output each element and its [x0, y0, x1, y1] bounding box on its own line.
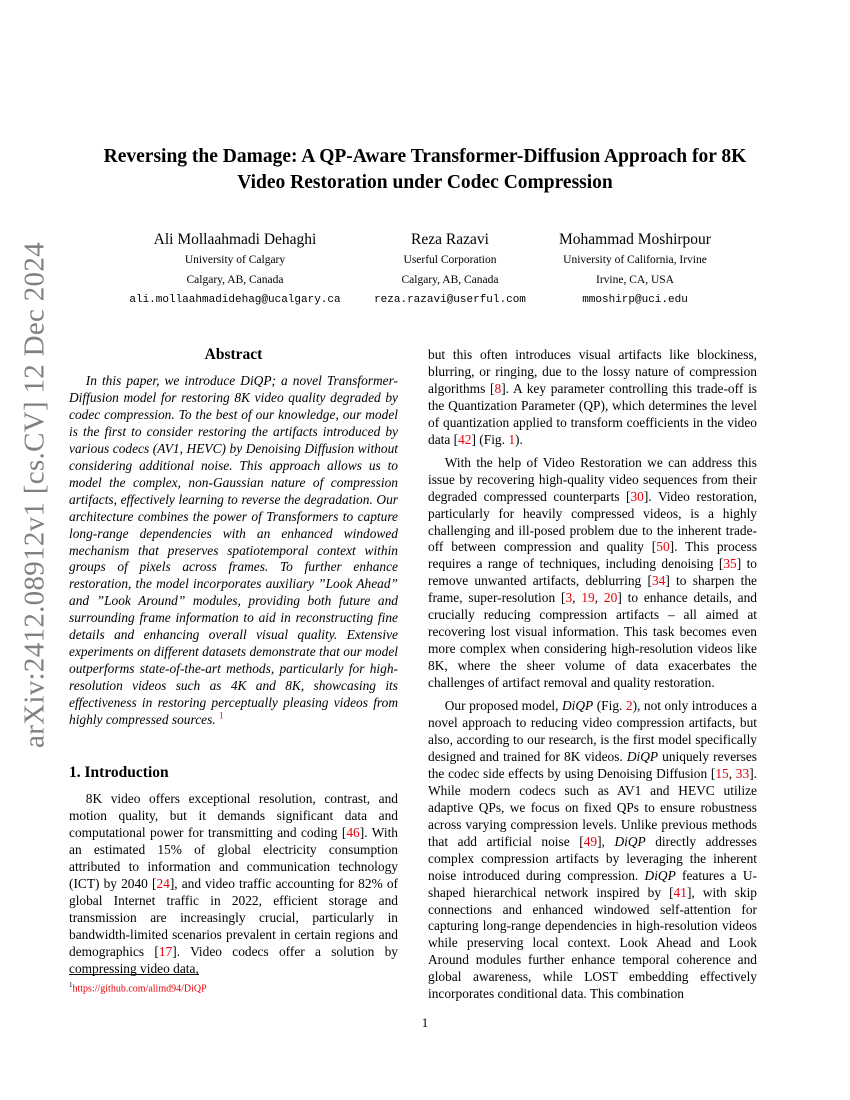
author-affiliation: University of California, Irvine	[563, 254, 707, 266]
citation-link[interactable]: 19	[581, 590, 595, 606]
author-location: Irvine, CA, USA	[596, 274, 674, 286]
title-line-1: Reversing the Damage: A QP-Aware Transformer-Diffusion Approach for 8K	[103, 146, 747, 167]
abstract-text	[69, 373, 398, 729]
footnote	[69, 974, 398, 995]
author-location: Calgary, AB, Canada	[186, 274, 284, 286]
author-block-3	[535, 230, 735, 310]
citation-link[interactable]: 42	[458, 431, 472, 447]
text-run: ], with skip connections and enhanced windowed self-attention for capturing long-range dependencies in high-resolution videos while preserving local context. Look Ahead and Look Around modules further enhance temporal coherence and global awareness, while LOST embedding effectively incorporates conditional data. This combination	[428, 884, 757, 1002]
footnote-rule	[69, 974, 199, 975]
text-run: ] to enhance details, and crucially reducing compression artifacts – all aimed at recovering lost visual information. This task becomes even more complex when considering high-resolution videos like 8K, where the sheer volume of data exacerbates the challenges of artifact removal and quality restoration.	[428, 590, 758, 691]
text-run: features a U-shaped hierarchical network inspired by [	[428, 867, 757, 900]
text-run: ,	[572, 590, 582, 606]
abstract-heading: Abstract	[204, 346, 263, 363]
text-run: 8K video offers exceptional resolution, contrast, and motion quality, but it demands significant data and computational power for transmitting and coding [	[69, 791, 398, 840]
text-run: ], and video traffic accounting for 82% of global Internet traffic in 2022, efficient storage and transmission are increasingly crucial, particularly in bandwidth-limited scenarios prevalent in certain regions and demographics [	[69, 875, 398, 959]
figure-link[interactable]: 2	[625, 698, 633, 714]
restoration-paragraph	[428, 455, 757, 692]
text-run: ] (Fig.	[471, 431, 509, 447]
right-column	[428, 347, 757, 1003]
text-run: (Fig.	[593, 698, 626, 714]
citation-link[interactable]: 17	[158, 943, 173, 959]
left-column	[69, 346, 398, 978]
citation-link[interactable]: 46	[346, 824, 360, 840]
text-run: uniquely reverses the codec side effects by using Denoising Diffusion [	[428, 748, 757, 781]
text-run: ).	[515, 431, 523, 447]
citation-link[interactable]: 15	[715, 765, 729, 781]
author-affiliation: Userful Corporation	[403, 254, 497, 266]
author-email[interactable]: ali.mollaahmadidehag@ucalgary.ca	[129, 294, 341, 306]
citation-link[interactable]: 24	[156, 875, 170, 891]
text-run: ],	[597, 833, 615, 849]
footnote-link[interactable]: https://github.com/alimd94/DiQP	[72, 983, 207, 995]
intro-paragraph	[69, 791, 398, 977]
text-run: ] to remove unwanted artifacts, deblurring [	[428, 556, 757, 589]
text-run: ]. Video codecs offer a solution by compressing video data,	[69, 943, 399, 976]
citation-link[interactable]: 3	[565, 590, 573, 606]
title-line-2: Video Restoration under Codec Compression	[237, 172, 613, 193]
citation-link[interactable]: 33	[735, 765, 750, 781]
text-run: Our proposed model,	[444, 698, 562, 714]
author-email[interactable]: reza.razavi@userful.com	[374, 294, 526, 306]
citation-link[interactable]: 20	[603, 590, 618, 606]
proposed-model-paragraph	[428, 698, 757, 1003]
author-affiliation: University of Calgary	[184, 254, 286, 266]
author-name: Mohammad Moshirpour	[559, 231, 711, 248]
arxiv-identifier: arXiv:2412.08912v1 [cs.CV] 12 Dec 2024	[18, 242, 51, 748]
author-block-1	[100, 230, 370, 310]
text-run: ]. Video restoration, particularly for heavily compressed videos, is a highly challenging and ill-posed problem due to the inherent trade-off between compression and quality [	[428, 488, 758, 555]
text-run: ), not only introduces a novel approach to reducing video compression artifacts, but also, according to our research, is the first model specifically designed and trained for 8K videos.	[428, 698, 757, 764]
page-number: 1	[421, 1015, 429, 1030]
citation-link[interactable]: 8	[494, 380, 502, 396]
author-location: Calgary, AB, Canada	[401, 274, 499, 286]
citation-link[interactable]: 41	[673, 884, 687, 900]
text-run: With the help of Video Restoration we can address this issue by recovering high-quality video sequences from their degraded compressed counterparts [	[428, 454, 757, 504]
figure-link[interactable]: 1	[508, 431, 516, 447]
continued-paragraph	[428, 347, 757, 449]
text-run: ] to sharpen the frame, super-resolution [	[428, 573, 757, 606]
text-run: ]. This process requires a range of techniques, including denoising [	[428, 539, 758, 572]
model-name: DiQP	[644, 867, 676, 883]
text-run: ,	[594, 590, 604, 606]
text-run: ]. With an estimated 15% of global electricity consumption attributed to information and communication technology (ICT) by 2040 [	[69, 824, 398, 891]
model-name: DiQP	[626, 748, 659, 764]
citation-link[interactable]: 49	[583, 833, 598, 849]
section-heading-introduction: 1. Introduction	[69, 764, 169, 782]
author-email[interactable]: mmoshirp@uci.edu	[582, 294, 688, 306]
model-name: DiQP	[614, 833, 646, 849]
abstract-body: In this paper, we introduce DiQP; a novel Transformer-Diffusion model for restoring 8K video quality degraded by codec compression. To the best of our knowledge, our model is the first to consider restoring the artifacts introduced by various codecs (AV1, HEVC) by Denoising Diffusion without considering additional noise. This approach allows us to model the complex, non-Gaussian nature of compression artifacts, effectively learning to reverse the degradation. Our architecture combines the power of Transformers to capture long-range dependencies with an enhanced windowed mechanism that preserves spatiotemporal context within groups of pixels across frames. To further enhance restoration, the model incorporates auxiliary ”Look Ahead” and ”Look Around” modules, providing both future and surrounding frame information to aid in reconstructing fine details and enhancing overall visual quality. Extensive experiments on different datasets demonstrate that our model outperforms state-of-the-art methods, particularly for high-resolution videos such as 4K and 8K, showcasing its effectiveness in restoring perceptually pleasing videos from highly compressed sources.	[69, 373, 398, 728]
citation-link[interactable]: 34	[651, 573, 666, 589]
author-block-2	[360, 230, 540, 310]
footnote-marker[interactable]: 1	[219, 710, 224, 721]
text-run: directly addresses complex compression artifacts by leveraging the inherent noise introduced during compression.	[428, 833, 757, 883]
model-name: DiQP	[561, 698, 594, 714]
author-name: Reza Razavi	[411, 231, 489, 248]
citation-link[interactable]: 35	[723, 556, 737, 572]
paper-title	[60, 144, 790, 196]
text-run: ]. A key parameter controlling this trade-off is the Quantization Parameter (QP), which determines the level of quantization applied to transform coefficients in the video data [	[428, 380, 757, 447]
author-name: Ali Mollaahmadi Dehaghi	[153, 231, 317, 248]
footnote-number: 1	[69, 981, 73, 989]
text-run: ,	[728, 765, 736, 781]
citation-link[interactable]: 30	[630, 488, 644, 504]
citation-link[interactable]: 50	[656, 539, 670, 555]
text-run: but this often introduces visual artifacts like blockiness, blurring, or ringing, due to the lossy nature of compression algorithms [	[428, 347, 757, 396]
text-run: ]. While modern codecs such as AV1 and HEVC utilize adaptive QPs, we focus on fixed QPs to ensure robustness across varying compression levels. Unlike previous methods that add artificial noise [	[428, 765, 757, 849]
